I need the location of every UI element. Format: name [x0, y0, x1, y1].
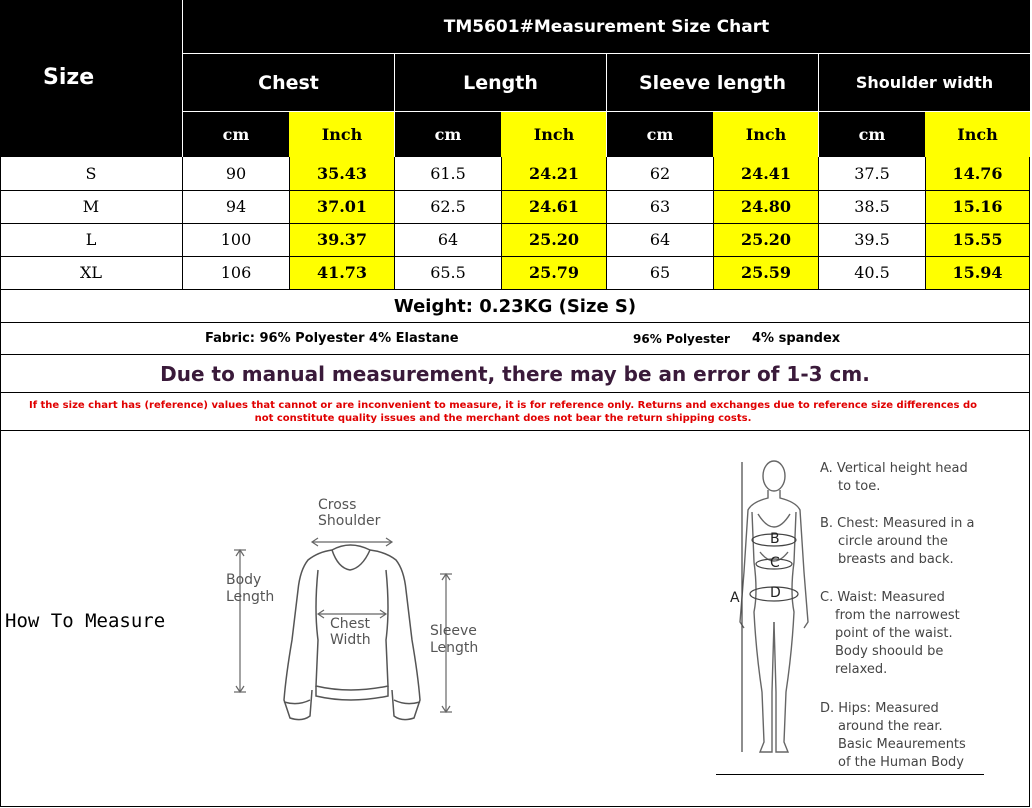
table-row [0, 223, 1030, 256]
length-cm-cell: 61.5 [430, 164, 466, 183]
size-cell: XL [79, 263, 102, 282]
chest-cm-cell: 94 [225, 197, 247, 216]
shoulder-cm-cell: 38.5 [854, 197, 890, 216]
table-row [0, 157, 1030, 190]
weight-text: Weight: 0.23KG (Size S) [393, 295, 637, 317]
unit-inch: Inch [925, 112, 1030, 157]
col-sleeve-header: Sleeve length [639, 71, 786, 94]
unit-inch: Inch [289, 112, 395, 157]
body-line [716, 774, 984, 775]
unit-cm: cm [646, 125, 674, 144]
size-cell: M [82, 197, 100, 216]
legend-b: B. Chest: Measured in a circle around the breasts and back. [820, 516, 975, 567]
chest-cm-cell: 106 [220, 263, 252, 282]
cross-shoulder-label: Cross Shoulder [318, 497, 381, 529]
sleeve-cm-cell: 65 [649, 263, 671, 282]
col-chest-header: Chest [258, 71, 319, 94]
chest-cm-cell: 90 [225, 164, 247, 183]
sleeve-inch-cell: 24.41 [740, 164, 792, 183]
chest-width-label: Chest Width [330, 616, 371, 648]
col-length-header: Length [463, 71, 538, 94]
sleeve-cm-cell: 63 [649, 197, 671, 216]
col-shoulder-header: Shoulder width [855, 73, 994, 92]
size-cell: S [85, 164, 97, 183]
shoulder-cm-cell: 37.5 [854, 164, 890, 183]
unit-cm: cm [434, 125, 462, 144]
length-cm-cell: 64 [437, 230, 459, 249]
chest-cm-cell: 100 [220, 230, 252, 249]
chest-inch-cell: 41.73 [316, 263, 368, 282]
shoulder-inch-cell: 14.76 [952, 164, 1003, 183]
length-cm-cell: 65.5 [430, 263, 466, 282]
length-cm-cell: 62.5 [430, 197, 466, 216]
fabric-text: Fabric: 96% Polyester 4% Elastane [205, 331, 459, 346]
shoulder-cm-cell: 40.5 [854, 263, 890, 282]
sleeve-inch-cell: 25.20 [740, 230, 792, 249]
legend-a: A. Vertical height head to toe. [820, 461, 968, 494]
sleeve-cm-cell: 62 [649, 164, 671, 183]
chest-inch-cell: 39.37 [316, 230, 368, 249]
table-row [0, 190, 1030, 223]
table-row [0, 256, 1030, 289]
unit-inch: Inch [713, 112, 819, 157]
length-inch-cell: 24.21 [528, 164, 580, 183]
legend-c: C. Waist: Measured from the narrowest point of the waist. Body shoould be relaxed. [820, 590, 960, 677]
shoulder-inch-cell: 15.55 [952, 230, 1003, 249]
marker-B: B [770, 531, 780, 547]
marker-A: A [730, 590, 740, 606]
unit-inch: Inch [501, 112, 607, 157]
chest-inch-cell: 35.43 [316, 164, 368, 183]
sleeve-inch-cell: 25.59 [740, 263, 792, 282]
fabric-polyester: 96% Polyester [633, 331, 730, 346]
unit-cm: cm [222, 125, 250, 144]
marker-C: C [770, 555, 780, 571]
shoulder-cm-cell: 39.5 [854, 230, 890, 249]
shoulder-inch-cell: 15.94 [952, 263, 1003, 282]
length-inch-cell: 25.79 [528, 263, 580, 282]
length-inch-cell: 25.20 [528, 230, 580, 249]
body-length-label: Body Length [226, 572, 275, 605]
unit-cm: cm [858, 125, 886, 144]
sleeve-inch-cell: 24.80 [740, 197, 792, 216]
sleeve-length-label: Sleeve Length [430, 623, 479, 656]
error-note: Due to manual measurement, there may be an error of 1-3 cm. [160, 361, 870, 386]
marker-D: D [770, 585, 781, 601]
size-header: Size [43, 65, 95, 90]
sleeve-cm-cell: 64 [649, 230, 671, 249]
legend-d: D. Hips: Measured around the rear. Basic Meaurements of the Human Body [820, 701, 966, 770]
chest-inch-cell: 37.01 [316, 197, 368, 216]
body-figure [724, 452, 824, 772]
shoulder-inch-cell: 15.16 [952, 197, 1003, 216]
length-inch-cell: 24.61 [528, 197, 580, 216]
chart-title: TM5601#Measurement Size Chart [443, 16, 770, 37]
fabric-spandex: 4% spandex [752, 331, 841, 346]
how-to-label: How To Measure [5, 610, 166, 632]
disclaimer: If the size chart has (reference) values that cannot or are inconvenient to measure, it is for reference only. Returns and exchanges due to reference size differences do not constitute quality issues and the merchant does not bear the return shipping costs. [28, 399, 978, 424]
size-cell: L [85, 230, 97, 249]
